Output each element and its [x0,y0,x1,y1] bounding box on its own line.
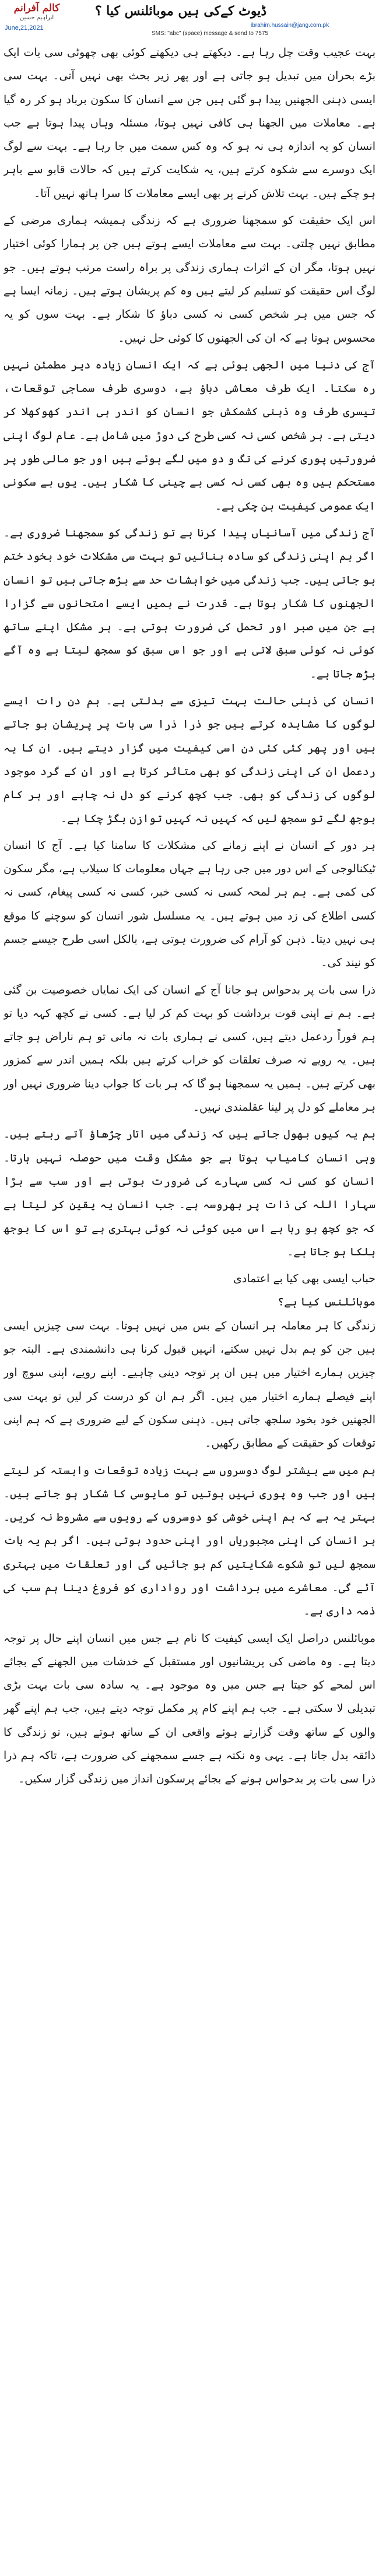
newspaper-brand-logo [5,2,69,22]
article-paragraph: آج کی دنیا میں الجھی ہوئی ہے کہ ایک انسان زیادہ دیر مطمئن نہیں رہ سکتا۔ ایک طرف معاشی دباؤ ہے، دوسری طرف سماجی توقعات، تیسری طرف وہ ذہنی کشمکش جو انسان کو اندر ہی اندر کھوکھلا کر دیتی ہے۔ ہر شخص کسی نہ کسی طرح کی دوڑ میں شامل ہے۔ عام لوگ اپنی ضرورتیں پوری کرنے کی تگ و دو میں لگے ہوئے ہیں اور جو مالی طور پر مستحکم ہیں وہ بھی کسی نہ کسی بے چینی کا شکار ہیں۔ یوں بے سکونی ایک عمومی کیفیت بن چکی ہے۔ [3,358,376,513]
article-paragraph: بہت عجیب وقت چل رہا ہے۔ دیکھتے ہی دیکھتے کوئی بھی چھوٹی سی بات ایک بڑے بحران میں تبدیل ہو جاتی ہے اور پھر زیر بحث بھی نہیں آتی۔ بہت سی ایسی ذہنی الجھنیں پیدا ہو گئی ہیں جن سے انسان کا سکون برباد ہو کر رہ گیا ہے۔ معاملات میں الجھنا ہی کافی نہیں ہوتا، مسئلہ وہاں پیدا ہوتا ہے جب انسان کو یہ اندازہ ہی نہ ہو کہ وہ کس سمت میں جا رہا ہے۔ بہت سے لوگ ایک دوسرے سے شکوہ کرتے ہیں، یہ شکایت کرتے ہیں کہ حالات قابو سے باہر ہو چکے ہیں۔ بہت تلاش کرنے پر بھی ایسے معاملات کا سرا ہاتھ نہیں آتا۔ [3,46,376,200]
article-paragraph: ہم میں سے بیشتر لوگ دوسروں سے بہت زیادہ توقعات وابستہ کر لیتے ہیں اور جب وہ پوری نہیں ہوتیں تو مایوسی کا شکار ہو جاتے ہیں۔ بہتر یہ ہے کہ ہم اپنی خوشی کو دوسروں کے رویوں سے مشروط نہ کریں۔ ہر انسان کی اپنی مجبوریاں اور اپنی حدود ہوتی ہیں۔ اگر ہم یہ بات سمجھ لیں تو شکوے شکایتیں کم ہو جائیں گی اور تعلقات میں بہتری آئے گی۔ معاشرے میں برداشت اور رواداری کو فروغ دینا ہم سب کی ذمہ داری ہے۔ [3,1464,376,1618]
article-paragraph: آج زندگی میں آسانیاں پیدا کرنا ہے تو زندگی کو سمجھنا ضروری ہے۔ اگر ہم اپنی زندگی کو سادہ بنائیں تو بہت سی مشکلات خود بخود ختم ہو جاتی ہیں۔ جب زندگی میں خواہشات حد سے بڑھ جاتی ہیں تو انسان الجھنوں کا شکار ہوتا ہے۔ قدرت نے ہمیں ایسے امتحانوں سے گزارا ہے جن میں صبر اور تحمل کی ضرورت ہوتی ہے۔ ہر مشکل اپنے ساتھ کوئی نہ کوئی سبق لاتی ہے اور جو اس سبق کو سمجھ لیتا ہے وہ آگے بڑھ جاتا ہے۔ [3,526,376,680]
verse-line: موبائلنس کیا ہے؟ [278,1296,376,1309]
sms-instructions: SMS: "abc" (space) message & send to 7575 [152,30,268,37]
article-paragraph: انسان کی ذہنی حالت بہت تیزی سے بدلتی ہے۔ ہم دن رات ایسے لوگوں کا مشاہدہ کرتے ہیں جو ذرا ذرا سی بات پر پریشان ہو جاتے ہیں اور پھر کئی کئی دن اسی کیفیت میں گزار دیتے ہیں۔ ان کا یہ ردعمل ان کی اپنی زندگی کو بھی متاثر کرتا ہے اور ان کے گرد موجود لوگوں کی زندگی کو بھی۔ جب کچھ کرنے کو دل نہ چاہے اور ہر کام بوجھ لگے تو سمجھ لیں کہ کہیں نہ کہیں توازن بگڑ چکا ہے۔ [3,694,376,825]
publish-date: June,21,2021 [5,24,44,31]
article-paragraph: ہم یہ کیوں بھول جاتے ہیں کہ زندگی میں اتار چڑھاؤ آتے رہتے ہیں۔ وہی انسان کامیاب ہوتا ہے جو مشکل وقت میں حوصلہ نہیں ہارتا۔ انسان کو کسی نہ کسی سہارے کی ضرورت ہوتی ہے اور سب سے بڑا سہارا اللہ کی ذات پر بھروسہ ہے۔ جب انسان یہ یقین کر لیتا ہے کہ جو کچھ ہو رہا ہے اس میں کوئی نہ کوئی بہتری ہے تو اس کا بوجھ ہلکا ہو جاتا ہے۔ [3,1128,376,1258]
verse-line: حباب ایسی بھی کیا بے اعتمادی [233,1272,376,1286]
article-paragraph: اس ایک حقیقت کو سمجھنا ضروری ہے کہ زندگی ہمیشہ ہماری مرضی کے مطابق نہیں چلتی۔ بہت سے معاملات ایسے ہوتے ہیں جن پر ہمارا کوئی اختیار نہیں ہوتا، مگر ان کے اثرات ہماری زندگی پر براہ راست مرتب ہوتے ہیں۔ جو لوگ اس حقیقت کو تسلیم کر لیتے ہیں وہ کم پریشان ہوتے ہیں۔ زمانہ ایسا ہے کہ جس میں ہر شخص کسی نہ کسی دباؤ کا شکار ہے۔ بہت سوں کو یہ محسوس ہوتا ہے کہ ان کی الجھنوں کا کوئی حل نہیں۔ [3,214,376,345]
column-header [0,0,379,37]
article-paragraph: ہر دور کے انسان نے اپنے زمانے کی مشکلات کا سامنا کیا ہے۔ آج کا انسان ٹیکنالوجی کے اس دور میں جی رہا ہے جہاں معلومات کا سیلاب ہے، مگر سکون کی کمی ہے۔ ہم ہر لمحہ کسی نہ کسی خبر، کسی نہ کسی پیغام، کسی نہ کسی اطلاع کی زد میں ہوتے ہیں۔ یہ مسلسل شور انسان کو سوچنے کا موقع ہی نہیں دیتا۔ ذہن کو آرام کی ضرورت ہوتی ہے، بالکل اسی طرح جیسے جسم کو نیند کی۔ [3,838,376,970]
brand-name: کالم آفرانم [13,2,60,14]
column-title: ڈیوٹ کےکی ہیں موبائلنس کیا ؟ [94,3,267,19]
article-paragraph: زندگی کا ہر معاملہ ہر انسان کے بس میں نہیں ہوتا۔ بہت سی چیزیں ایسی ہیں جن کو ہم بدل نہیں سکتے، انہیں قبول کرنا ہی دانشمندی ہے۔ البتہ جو چیزیں ہمارے اختیار میں ہیں ان پر توجہ دینی چاہیے۔ اپنے رویے، اپنی سوچ اور اپنے فیصلے ہمارے اختیار میں ہیں۔ اگر ہم ان کو درست کر لیں تو بہت سی الجھنیں خود بخود سلجھ جاتی ہیں۔ ذہنی سکون کے لیے ضروری ہے کہ ہم اپنی توقعات کو حقیقت کے مطابق رکھیں۔ [3,1319,376,1450]
article-paragraph: موبائلنس دراصل ایک ایسی کیفیت کا نام ہے جس میں انسان اپنے حال پر توجہ دیتا ہے۔ وہ ماضی کی پریشانیوں اور مستقبل کے خدشات میں الجھنے کے بجائے اس لمحے کو جیتا ہے جس میں وہ موجود ہے۔ یہ سادہ سی بات بہت بڑی تبدیلی لا سکتی ہے۔ جب ہم اپنے کام پر مکمل توجہ دیتے ہیں، جب ہم اپنے گھر والوں کے ساتھ وقت گزارتے ہوئے واقعی ان کے ساتھ ہوتے ہیں، تو زندگی کا ذائقہ بدل جاتا ہے۔ یہی وہ نکتہ ہے جسے سمجھنے کی ضرورت ہے، تاکہ ہم ذرا ذرا سی بات پر بدحواس ہونے کے بجائے پرسکون انداز میں زندگی گزار سکیں۔ [3,1631,376,1786]
article-paragraph: ذرا سی بات پر بدحواس ہو جانا آج کے انسان کی ایک نمایاں خصوصیت بن گئی ہے۔ ہم نے اپنی قوت برداشت کو بہت کم کر لیا ہے۔ کسی نے کچھ کہہ دیا تو ہم فوراً ردعمل دیتے ہیں، کسی نے ہماری بات نہ مانی تو ہم ناراض ہو جاتے ہیں۔ یہ رویے نہ صرف تعلقات کو خراب کرتے ہیں بلکہ ہمیں اندر سے کمزور بھی کرتے ہیں۔ ہمیں یہ سمجھنا ہو گا کہ ہر بات کا جواب دینا ضروری نہیں اور ہر معاملے کو دل پر لینا عقلمندی نہیں۔ [3,983,376,1114]
author-email-link[interactable]: ibrahim.hussain@jang.com.pk [251,22,329,29]
author-name: ابراہیم حسین [19,15,54,21]
article-body [3,41,376,2571]
